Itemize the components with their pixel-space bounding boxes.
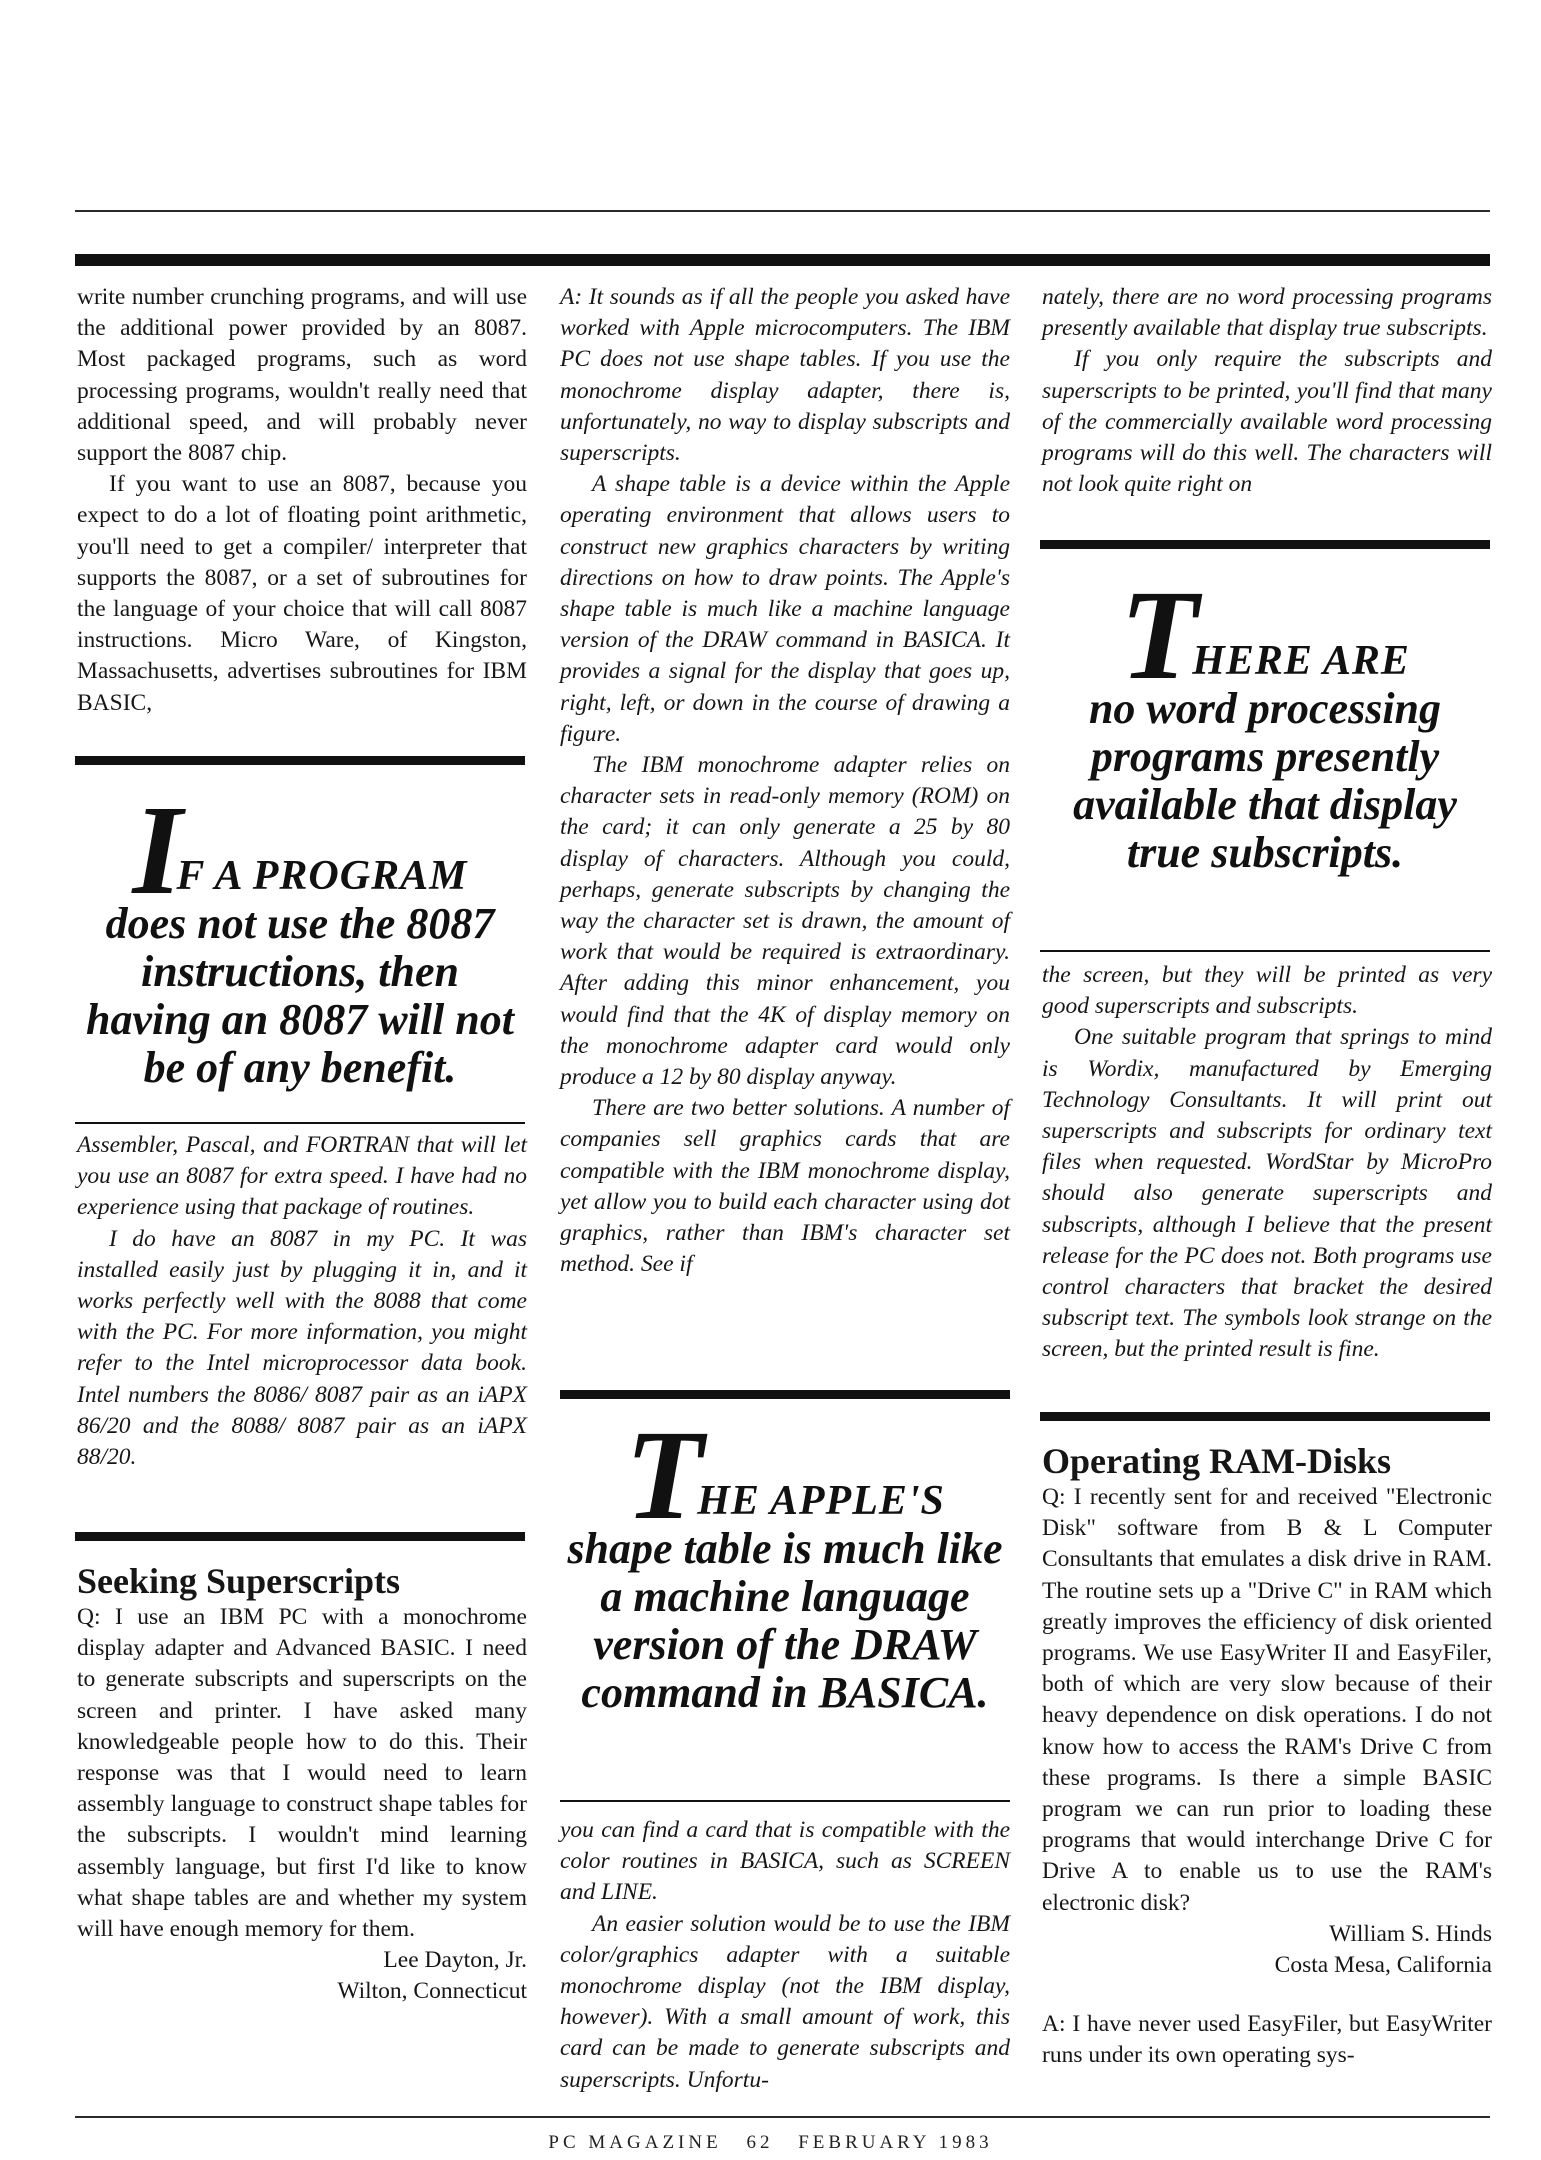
answer: A: I have never used EasyFiler, but EasyWriter runs under its own operating sys-	[1042, 2011, 1492, 2069]
paragraph: If you want to use an 8087, because you expect to do a lot of floating point arithmetic, you'll need to get a compiler/ interpreter that supports the 8087, or a set of subroutines for the language of your choice that will call 8087 instructions. Micro Ware, of Kingston, Massachusetts, advertises subroutines for IBM BASIC,	[77, 471, 527, 716]
pullquote-bottom-rule	[75, 1122, 525, 1124]
paragraph: nately, there are no word processing programs presently available that display true subscripts.	[1042, 284, 1492, 342]
paragraph: A shape table is a device within the Apple operating environment that allows users to construct new graphics characters by writing directions on how to draw points. The Apple's shape table is much like a machine language version of the DRAW command in BASICA. It provides a signal for the display that goes up, right, left, or down in the course of drawing a figure.	[560, 471, 1010, 747]
page-footer	[0, 2132, 1541, 2154]
drop-cap: T	[625, 1404, 704, 1546]
pull-quote-lead: F A PROGRAM	[176, 853, 468, 899]
column-1-bottom	[77, 1560, 527, 2008]
footer-page-number: 62	[746, 2132, 774, 2153]
column-2-bottom	[560, 1815, 1010, 2096]
paragraph: One suitable program that springs to mind is Wordix, manufactured by Emerging Technology Consultants. It will print out superscripts and subscripts for ordinary text files when requested. WordStar by MicroPro should also generate superscripts and subscripts, although I believe that the present release for the PC does not. Both programs use control characters that bracket the desired subscript text. The symbols look strange on the screen, but the printed result is fine.	[1042, 1024, 1492, 1363]
paragraph: If you only require the subscripts and superscripts to be printed, you'll find that many of the commercially available word processing programs will do this well. The characters will not look quite right on	[1042, 346, 1492, 498]
footer-date: FEBRUARY 1983	[798, 2132, 993, 2153]
section-rule	[75, 1532, 525, 1541]
pull-quote-lead: HERE ARE	[1192, 638, 1410, 684]
column-2-top	[560, 282, 1010, 1281]
signature-name: Lee Dayton, Jr.	[383, 1947, 527, 1974]
pull-quote-lead: HE APPLE'S	[697, 1478, 945, 1524]
signature-place: Wilton, Connecticut	[337, 1978, 527, 2005]
paragraph: A: It sounds as if all the people you asked have worked with Apple microcomputers. The IBM PC does not use shape tables. If you use the monochrome display adapter, there is, unfortunately, no way to display subscripts and superscripts.	[560, 284, 1010, 467]
pull-quote-8087	[75, 779, 525, 1092]
section-heading: Operating RAM-Disks	[1042, 1441, 1391, 1481]
column-1-middle	[77, 1130, 527, 1473]
column-3-bottom	[1042, 1440, 1492, 2072]
paragraph: Assembler, Pascal, and FORTRAN that will let you use an 8087 for extra speed. I have had no experience using that package of routines.	[77, 1132, 527, 1221]
pullquote-bottom-rule	[1040, 950, 1490, 952]
pullquote-top-rule	[75, 756, 525, 765]
column-1-top	[77, 282, 527, 719]
question: Q: I use an IBM PC with a monochrome display adapter and Advanced BASIC. I need to generate subscripts and superscripts on the screen and printer. I have asked many knowledgeable people how to do this. Their response was that I would need to learn assembly language to construct shape tables for the subscripts. I wouldn't mind learning assembly language, but first I'd like to know what shape tables are and whether my system will have enough memory for them.	[77, 1604, 527, 1943]
paragraph: An easier solution would be to use the IBM color/graphics adapter with a suitable monochrome display (not the IBM display, however). With a small amount of work, this card can be made to generate subscripts and superscripts. Unfortu-	[560, 1910, 1010, 2093]
drop-cap: T	[1120, 564, 1199, 706]
paragraph: write number crunching programs, and will use the additional power provided by an 8087. Most packaged programs, such as word processing programs, wouldn't really need that additional speed, and will probably never support the 8087 chip.	[77, 284, 527, 467]
section-rule	[1040, 1412, 1490, 1421]
question: Q: I recently sent for and received "Electronic Disk" software from B & L Computer Consultants that emulates a disk drive in RAM. The routine sets up a "Drive C" in RAM which greatly improves the efficiency of disk oriented programs. We use EasyWriter II and EasyFiler, both of which are very slow because of their heavy dependence on disk operations. I do not know how to access the RAM's Drive C from these programs. Is there a simple BASIC program we can run prior to loading these programs that would interchange Drive C for Drive A to enable us to use the RAM's electronic disk?	[1042, 1484, 1492, 1916]
pull-quote-text: does not use the 8087 instructions, then having an 8087 will not be of any benefit.	[86, 899, 514, 1092]
paragraph: There are two better solutions. A number of companies sell graphics cards that are compatible with the IBM monochrome display, yet allow you to build each character using dot graphics, rather than IBM's character set method. See if	[560, 1095, 1010, 1278]
pull-quote-apple	[560, 1404, 1010, 1717]
top-thick-rule	[75, 254, 1490, 266]
pull-quote-text: no word processing programs presently available that display true subscripts.	[1073, 684, 1457, 877]
signature-place: Costa Mesa, California	[1274, 1952, 1492, 1979]
section-heading: Seeking Superscripts	[77, 1561, 401, 1601]
signature-name: William S. Hinds	[1329, 1920, 1492, 1947]
paragraph: The IBM monochrome adapter relies on character sets in read-only memory (ROM) on the card; it can only generate a 25 by 80 display of characters. Although you could, perhaps, generate subscripts by changing the way the character set is drawn, the amount of work that would be required is extraordinary. After adding this minor enhancement, you would find that the 4K of display memory on the monochrome adapter card would only produce a 12 by 80 display anyway.	[560, 752, 1010, 1091]
pullquote-bottom-rule	[560, 1800, 1010, 1802]
column-3-middle	[1042, 960, 1492, 1366]
bottom-rule	[75, 2116, 1490, 2118]
paragraph: the screen, but they will be printed as very good superscripts and subscripts.	[1042, 962, 1492, 1020]
footer-magazine: PC MAGAZINE	[548, 2132, 722, 2153]
top-rule	[75, 210, 1490, 212]
paragraph: you can find a card that is compatible with the color routines in BASICA, such as SCREEN and LINE.	[560, 1817, 1010, 1906]
pull-quote-text: shape table is much like a machine language version of the DRAW command in BASICA.	[567, 1524, 1003, 1717]
drop-cap: I	[132, 779, 183, 921]
pullquote-top-rule	[1040, 540, 1490, 549]
column-3-top	[1042, 282, 1492, 500]
pull-quote-word-processing	[1040, 564, 1490, 877]
paragraph: I do have an 8087 in my PC. It was installed easily just by plugging it in, and it works perfectly well with the 8088 that come with the PC. For more information, you might refer to the Intel microprocessor data book. Intel numbers the 8086/ 8087 pair as an iAPX 86/20 and the 8088/ 8087 pair as an iAPX 88/20.	[77, 1225, 527, 1471]
pullquote-top-rule	[560, 1390, 1010, 1399]
